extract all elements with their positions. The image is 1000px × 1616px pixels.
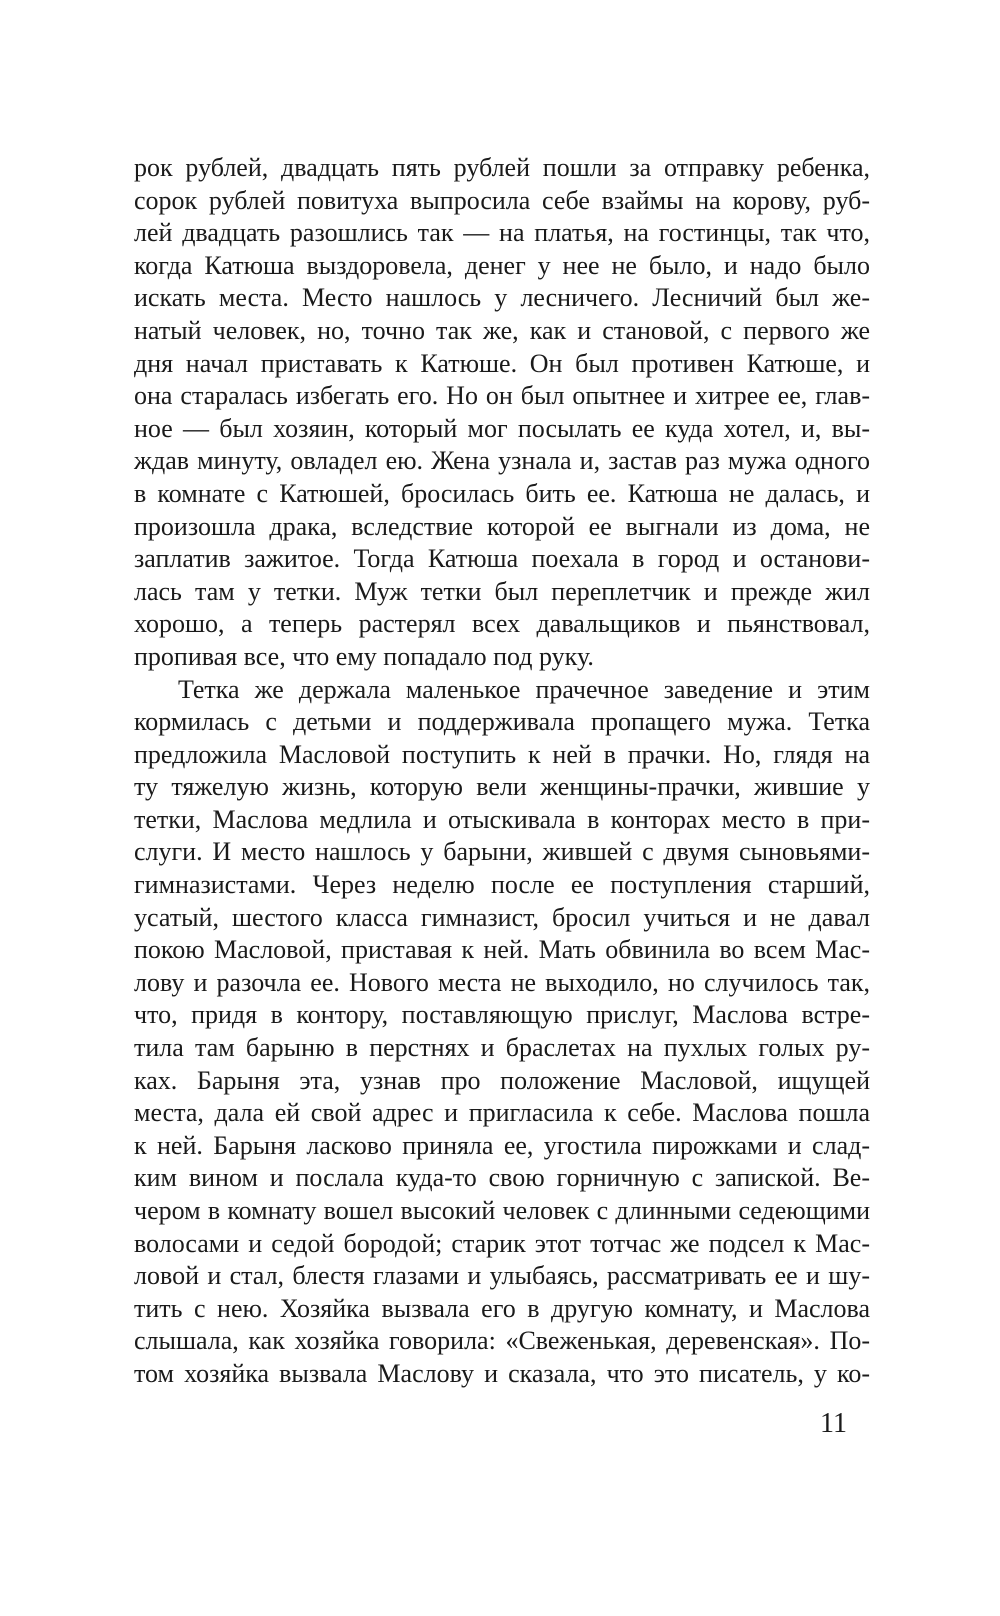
text-line: предложила Масловой поступить к ней в прачки. Но, глядя на <box>134 739 870 769</box>
text-line: произошла драка, вследствие которой ее выгнали из дома, не <box>134 511 870 541</box>
text-line: она старалась избегать его. Но он был опытнее и хитрее ее, глав- <box>134 381 870 411</box>
text-line: ким вином и послала куда-то свою горничную с запиской. Ве- <box>134 1163 870 1193</box>
text-line: что, придя в контору, поставляющую прислуг, Маслова встре- <box>134 1000 870 1030</box>
text-line: сорок рублей повитуха выпросила себе взаймы на корову, руб- <box>134 185 870 215</box>
text-line: лей двадцать разошлись так — на платья, на гостинцы, так что, <box>134 218 870 248</box>
text-line: тетки, Маслова медлила и отыскивала в конторах место в при- <box>134 804 870 834</box>
text-line: слышала, как хозяйка говорила: «Свеженькая, деревенская». По- <box>134 1326 870 1356</box>
body-text <box>134 152 870 1391</box>
text-line: лась там у тетки. Муж тетки был переплетчик и прежде жил <box>134 576 870 606</box>
text-line: ках. Барыня эта, узнав про положение Масловой, ищущей <box>134 1065 870 1095</box>
text-line: места, дала ей свой адрес и пригласила к себе. Маслова пошла <box>134 1098 870 1128</box>
text-line: натый человек, но, точно так же, как и становой, с первого же <box>134 315 870 345</box>
text-line: ное — был хозяин, который мог посылать ее куда хотел, и, вы- <box>134 413 870 443</box>
text-line: том хозяйка вызвала Маслову и сказала, что это писатель, у ко- <box>134 1358 870 1388</box>
text-line: дня начал приставать к Катюше. Он был противен Катюше, и <box>134 348 870 378</box>
text-line: слуги. И место нашлось у барыни, жившей с двумя сыновьями- <box>134 837 870 867</box>
text-line: когда Катюша выздоровела, денег у нее не было, и надо было <box>134 250 870 280</box>
page-number: 11 <box>820 1408 847 1439</box>
text-line: усатый, шестого класса гимназист, бросил учиться и не давал <box>134 902 870 932</box>
text-line: Тетка же держала маленькое прачечное заведение и этим <box>178 674 870 704</box>
text-line: в комнате с Катюшей, бросилась бить ее. Катюша не далась, и <box>134 478 870 508</box>
text-line: хорошо, а теперь растерял всех давальщиков и пьянствовал, <box>134 609 870 639</box>
text-line: лову и разочла ее. Нового места не выходило, но случилось так, <box>134 967 870 997</box>
text-line: ждав минуту, овладел ею. Жена узнала и, застав раз мужа одного <box>134 446 870 476</box>
text-line: чером в комнату вошел высокий человек с длинными седеющими <box>134 1196 870 1225</box>
text-line: искать места. Место нашлось у лесничего. Лесничий был же- <box>134 283 870 313</box>
text-line: ловой и стал, блестя глазами и улыбаясь, рассматривать ее и шу- <box>134 1261 870 1291</box>
text-line: к ней. Барыня ласково приняла ее, угостила пирожками и слад- <box>134 1130 870 1160</box>
text-line: гимназистами. Через неделю после ее поступления старший, <box>134 870 870 900</box>
text-line: ту тяжелую жизнь, которую вели женщины-прачки, жившие у <box>134 772 870 802</box>
text-line: кормилась с детьми и поддерживала пропащего мужа. Тетка <box>134 707 870 737</box>
text-line: тить с нею. Хозяйка вызвала его в другую комнату, и Маслова <box>134 1293 870 1323</box>
text-line: покою Масловой, приставая к ней. Мать обвинила во всем Мас- <box>134 935 870 965</box>
text-line: тила там барыню в перстнях и браслетах на пухлых голых ру- <box>134 1033 870 1063</box>
text-line: заплатив зажитое. Тогда Катюша поехала в город и останови- <box>134 544 870 574</box>
text-line: рок рублей, двадцать пять рублей пошли за отправку ребенка, <box>134 153 870 182</box>
text-line: волосами и седой бородой; старик этот тотчас же подсел к Мас- <box>134 1228 870 1258</box>
text-line: пропивая все, что ему попадало под руку. <box>134 641 594 671</box>
